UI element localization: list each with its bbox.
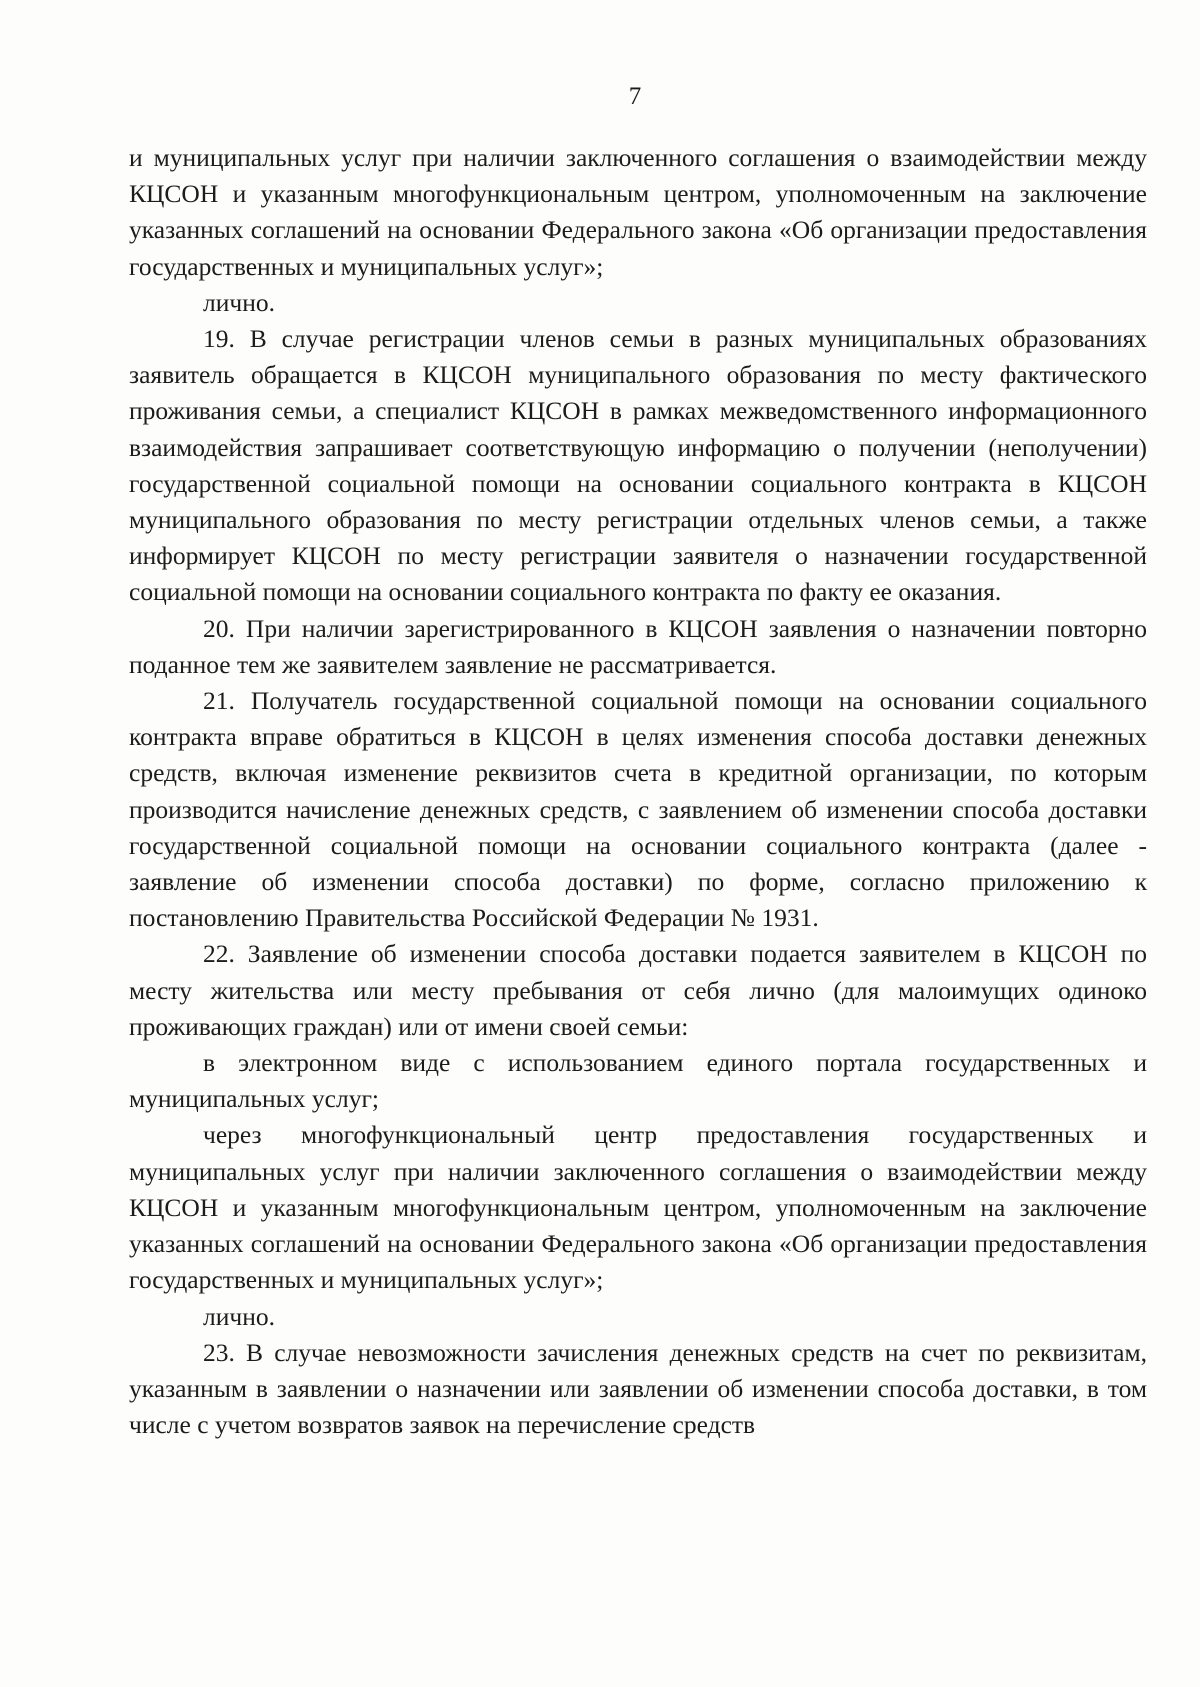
document-body — [129, 140, 1147, 1443]
paragraph-continuation: и муниципальных услуг при наличии заключенного соглашения о взаимодействии между КЦСОН и указанным многофункциональным центром, уполномоченным на заключение указанных соглашений на основании Федерального закона «Об организации предоставления государственных и муниципальных услуг»; — [129, 143, 1147, 281]
paragraph-electronic: в электронном виде с использованием единого портала государственных и муниципальных услуг; — [129, 1048, 1147, 1114]
page-number: 7 — [628, 83, 642, 110]
paragraph-in-person: лично. — [203, 287, 275, 317]
paragraph-23: 23. В случае невозможности зачисления денежных средств на счет по реквизитам, указанным в заявлении о назначении или заявлении об изменении способа доставки, в том числе с учетом возвратов заявок на перечисление средств — [129, 1337, 1147, 1440]
paragraph-in-person-2: лично. — [203, 1301, 275, 1331]
paragraph-mfc: через многофункциональный центр предоставления государственных и муниципальных услуг при наличии заключенного соглашения о взаимодействии между КЦСОН и указанным многофункциональным центром, уполномоченным на заключение указанных соглашений на основании Федерального закона «Об организации предоставления государственных и муниципальных услуг»; — [129, 1120, 1147, 1295]
paragraph-22: 22. Заявление об изменении способа доставки подается заявителем в КЦСОН по месту жительства или месту пребывания от себя лично (для малоимущих одиноко проживающих граждан) или от имени своей семьи: — [129, 939, 1147, 1041]
paragraph-20: 20. При наличии зарегистрированного в КЦСОН заявления о назначении повторно поданное тем же заявителем заявление не рассматривается. — [129, 613, 1147, 679]
paragraph-21: 21. Получатель государственной социальной помощи на основании социального контракта вправе обратиться в КЦСОН в целях изменения способа доставки денежных средств, включая изменение реквизитов счета в кредитной организации, по которым производится начисление денежных средств, с заявлением об изменении способа доставки государственной социальной помощи на основании социального контракта (далее - заявление об изменении способа доставки) по форме, согласно приложению к постановлению Правительства Российской Федерации № 1931. — [129, 686, 1147, 933]
paragraph-19: 19. В случае регистрации членов семьи в разных муниципальных образованиях заявитель обращается в КЦСОН муниципального образования по месту фактического проживания семьи, а специалист КЦСОН в рамках межведомственного информационного взаимодействия запрашивает соответствующую информацию о получении (неполучении) государственной социальной помощи на основании социального контракта в КЦСОН муниципального образования по месту регистрации отдельных членов семьи, а также информирует КЦСОН по месту регистрации заявителя о назначении государственной социальной помощи на основании социального контракта по факту ее оказания. — [129, 324, 1147, 607]
